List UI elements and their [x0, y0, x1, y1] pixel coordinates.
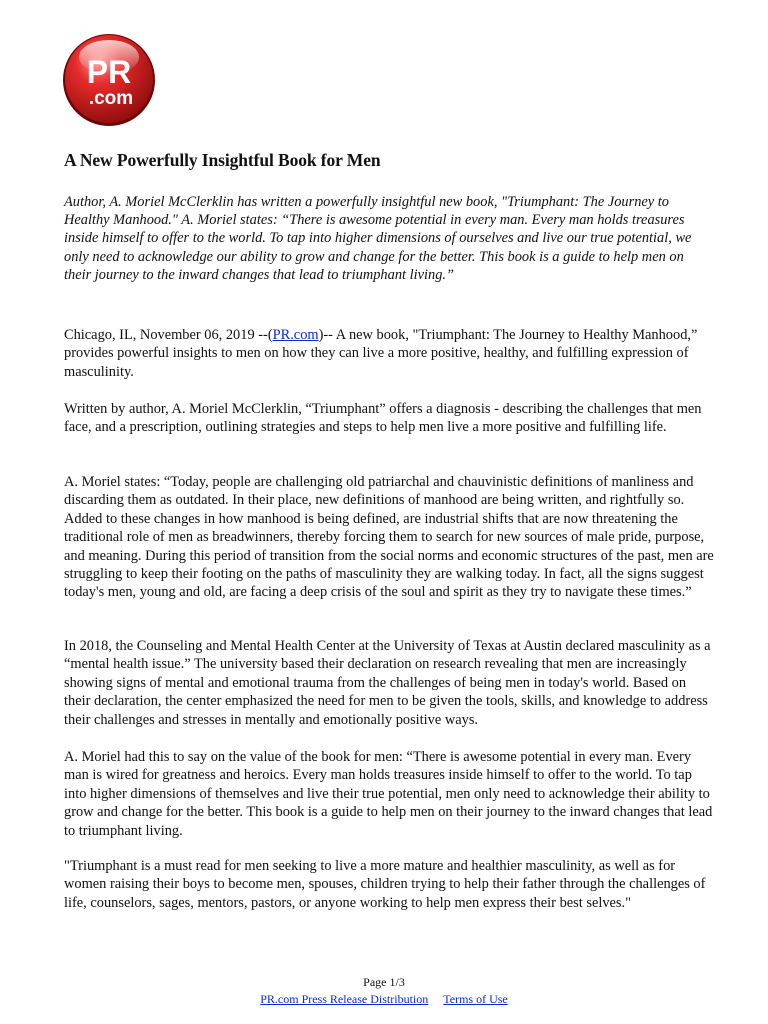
body-paragraph: A. Moriel states: “Today, people are challenging old patriarchal and chauvinistic definitions of manliness and discarding them as outdated. In their place, new definitions of manhood are being written, and rightfully so. Added to these changes in how manhood is being defined, are industrial shifts that are now threatening the traditional role of men as breadwinners, thereby forcing them to search for new sources of male pride, purpose, and meaning. During this period of transition from the social norms and economic structures of the past, men are struggling to keep their footing on the paths of masculinity they are walking today. In fact, all the signs suggest today's men, young and old, are facing a deep crisis of the soul and spirit as they try to navigate these times.”: [64, 474, 714, 601]
svg-text:.com: .com: [88, 88, 134, 109]
pr-com-link[interactable]: PR.com: [272, 327, 319, 343]
body-paragraph: "Triumphant is a must read for men seeking to live a more mature and healthier masculinity, as well as for women raising their boys to become men, spouses, children trying to help their father through the challenges of life, counselors, sages, mentors, pastors, or anyone working to help men express their best selves.": [64, 858, 706, 911]
svg-text:PR: PR: [86, 54, 132, 90]
body-paragraph: A. Moriel had this to say on the value of the book for men: “There is awesome potential in every man. Every man is wired for greatness and heroics. Every man holds treasures inside himself to offer to the world. To tap into higher dimensions of themselves and live their true potential, men only need to acknowledge their ability to grow and change for the better. This book is a guide to help men on their journey to the inward changes that lead to triumphant living.: [64, 749, 713, 839]
body-paragraph: In 2018, the Counseling and Mental Health Center at the University of Texas at Austin declared masculinity as a “mental health issue.” The university based their declaration on research revealing that men are increasingly showing signs of mental and emotional trauma from the challenges of being men in today's world. Based on their declaration, the center emphasized the need for men to be given the tools, skills, and knowledge to address their challenges and stresses in mentally and emotionally positive ways.: [64, 638, 711, 728]
pr-com-logo: [61, 32, 157, 128]
body-paragraph: Written by author, A. Moriel McClerklin, “Triumphant” offers a diagnosis - describing the challenges that men face, and a prescription, outlining strategies and steps to help men live a more positive and fulfilling life.: [64, 401, 702, 436]
footer-links: [0, 992, 768, 1007]
dateline-paragraph: [64, 326, 714, 381]
page-number: Page 1/3: [363, 975, 405, 989]
page-footer: [0, 975, 768, 1007]
abstract: Author, A. Moriel McClerklin has written a powerfully insightful new book, "Triumphant: The Journey to Healthy Manhood." A. Moriel states: “There is awesome potential in every man. Every man holds treasures inside himself to offer to the world. To tap into higher dimensions of ourselves and live our true potential, we only need to acknowledge our ability to grow and change for the better. This book is a guide to help men on their journey to the inward changes that lead to triumphant living.”: [64, 194, 692, 283]
terms-of-use-link[interactable]: Terms of Use: [443, 992, 508, 1006]
distribution-link[interactable]: PR.com Press Release Distribution: [260, 992, 429, 1006]
page-title: A New Powerfully Insightful Book for Men: [64, 150, 381, 170]
dateline-body: )-- A new book, "Triumphant: The Journey to Healthy Manhood,” provides powerful insights to men on how they can live a more positive, healthy, and fulfilling expression of masculinity.: [64, 327, 698, 380]
dateline-prefix: Chicago, IL, November 06, 2019 --(: [64, 327, 273, 343]
